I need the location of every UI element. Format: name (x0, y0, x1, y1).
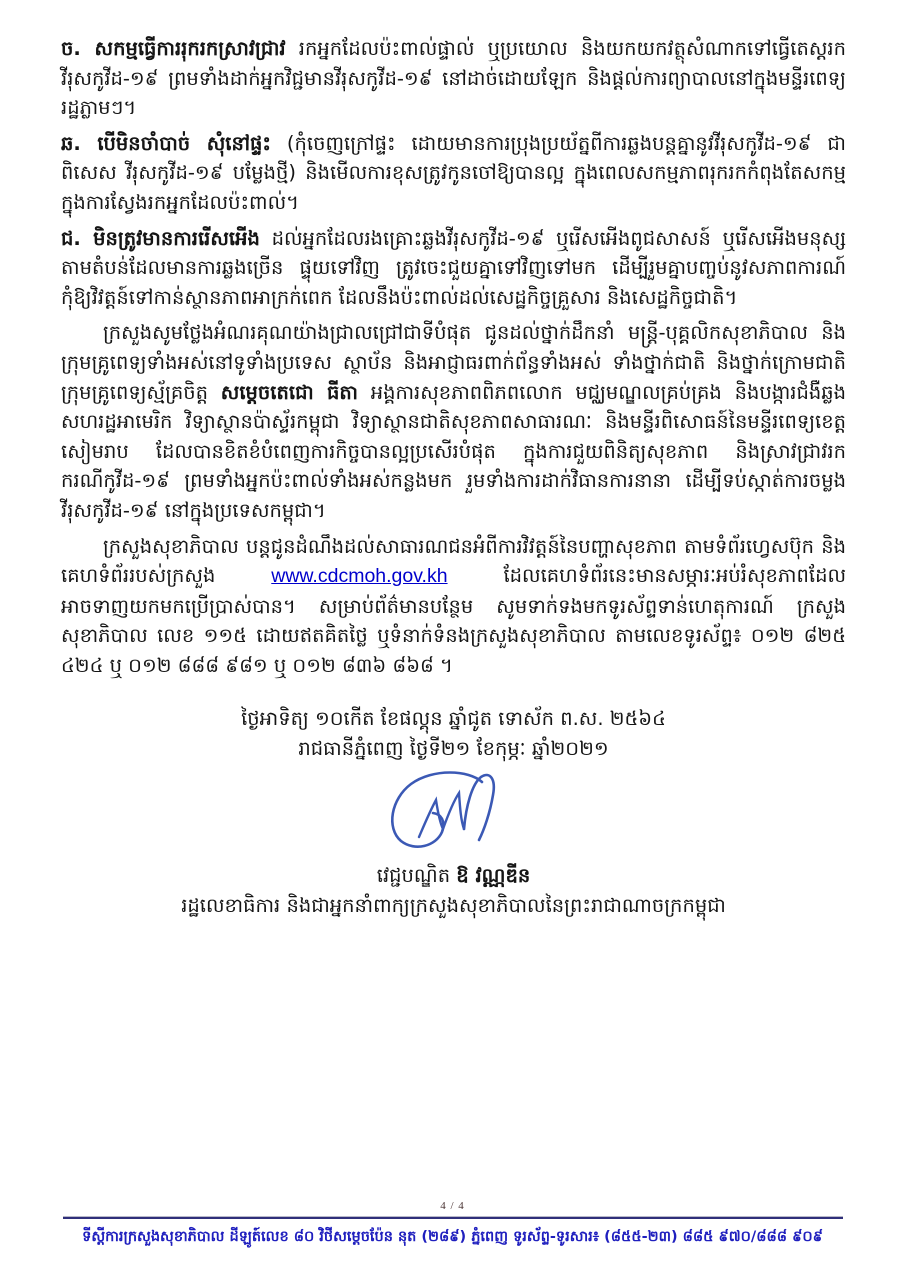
signer-position: រដ្ឋលេខាធិការ និងជាអ្នកនាំពាក្យក្រសួងសុខាភិបាលនៃព្រះរាជាណាចក្រកម្ពុជា (181, 894, 726, 918)
paragraph-no-discrimination (61, 224, 846, 313)
signature-area (61, 768, 846, 921)
gregorian-date-line: រាជធានីភ្នំពេញ ថ្ងៃទី២១ ខែកុម្ភៈ ឆ្នាំ២០២១ (298, 737, 609, 761)
footer-divider (63, 1216, 843, 1219)
paragraph-public-info-text-1: ក្រសួងសុខាភិបាល បន្តជូនដំណឹងដល់សាធារណជនអំពីការវិវត្តន៍នៃបញ្ហាសុខភាព តាមទំព័រហ្វេសប៊ុក និងគេហទំព័ររបស់ក្រសួង (61, 534, 846, 588)
document-body (61, 34, 846, 921)
signer-name: ឱ វណ្ណឌីន (456, 864, 531, 888)
paragraph-gratitude (61, 318, 846, 525)
paragraph-public-info-text-2: ដែលគេហទំព័រនេះមានសម្ភារៈអប់រំសុខភាពដែលអាចទាញយកមកប្រើប្រាស់បាន។ សម្រាប់ព័ត៌មានបន្ថែម សូមទាក់ទងមកទូរស័ព្ទទាន់ហេតុការណ៍ ក្រសួងសុខាភិបាល លេខ ១១៥ ដោយឥតគិតថ្លៃ ឬទំនាក់ទំនងក្រសួងសុខាភិបាល តាមលេខទូរស័ព្ទ៖ ០១២ ៨២៥ ៤២៤ ឬ ០១២ ៨៨៨ ៩៨១ ឬ ០១២ ៨៣៦ ៨៦៨ ។ (61, 564, 847, 677)
paragraph-gratitude-text-2: អង្គការសុខភាពពិភពលោក មជ្ឈមណ្ឌលគ្រប់គ្រង និងបង្ការជំងឺឆ្លង សហរដ្ឋអាមេរិក វិទ្យាស្ថានប៉ាស្ទ័រកម្ពុជា វិទ្យាស្ថានជាតិសុខភាពសាធារណៈ និងមន្ទីរពិសោធន៍នៃមន្ទីរពេទ្យខេត្តសៀមរាប ដែលបានខិតខំបំពេញការកិច្ចបានល្អប្រសើរបំផុត ក្នុងការជួយពិនិត្យសុខភាព និងស្រាវជ្រាវរកករណីកូវីដ-១៩ ព្រមទាំងអ្នកប៉ះពាល់ទាំងអស់កន្លងមក រួមទាំងការដាក់វិធានការនានា ដើម្បីទប់ស្កាត់ការចម្លងវីរុសកូវីដ-១៩ នៅក្នុងប្រទេសកម្ពុជា។ (61, 380, 846, 522)
paragraph-public-info (61, 532, 846, 681)
footer-address: ទីស្តីការក្រសួងសុខាភិបាល ដីឡូត៍លេខ ៨០ វិថីសម្តេចប៉ែន នុត (២៨៩) ភ្នំពេញ ទូរស័ព្ទ-ទូរសារ៖ (៨៥៥-២៣) ៨៨៥ ៩៧០/៨៨៨ ៩០៩ (82, 1229, 823, 1245)
page-number: 4 / 4 (440, 1200, 465, 1212)
paragraph-gratitude-honorific: សម្តេចតេជោ ធីតា (220, 380, 358, 404)
paragraph-stay-home-text: (កុំចេញក្រៅផ្ទះ ដោយមានការប្រុងប្រយ័ត្នពីការឆ្លងបន្តគ្នានូវវីរុសកូវីដ-១៩ ជាពិសេស វីរុសកូវីដ-១៩ បម្លែងថ្មី) និងមើលការខុសត្រូវកូនចៅឱ្យបានល្អ ក្នុងពេលសកម្មភាពរុករកកំពុងតែសកម្ម ក្នុងការស្វែងរកអ្នកដែលប៉ះពាល់។ (61, 131, 846, 214)
date-block (61, 704, 846, 764)
paragraph-contact-tracing-text: រកអ្នកដែលប៉ះពាល់ផ្ទាល់ ឬប្រយោល និងយកយកវត្ថុសំណាកទៅធ្វើតេស្តរកវីរុសកូវីដ-១៩ ព្រមទាំងដាក់អ្នកវិជ្ជមានវីរុសកូវីដ-១៩ នៅដាច់ដោយឡែក និងផ្តល់ការព្យាបាលនៅក្នុងមន្ទីរពេទ្យរដ្ឋភ្លាមៗ។ (61, 37, 846, 120)
cdcmoh-website-link[interactable]: www.cdcmoh.gov.kh (271, 565, 448, 588)
paragraph-contact-tracing-heading: ច. សកម្មធ្វើការរុករកស្រាវជ្រាវ (61, 37, 286, 60)
paragraph-stay-home (61, 129, 846, 218)
paragraph-stay-home-heading: ឆ. បើមិនចាំបាច់ សុំនៅផ្ទះ (61, 131, 271, 155)
signature-image (379, 768, 529, 858)
paragraph-contact-tracing (61, 34, 846, 123)
signer-title-prefix: វេជ្ជបណ្ឌិត (376, 864, 457, 888)
signer-name-line (61, 861, 846, 891)
paragraph-no-discrimination-text: ដល់អ្នកដែលរងគ្រោះឆ្លងវីរុសកូវីដ-១៩ ឬរើសអើងពូជសាសន៍ ឬរើសអើងមនុស្សតាមតំបន់ដែលមានការឆ្លងច្រើន ផ្ទុយទៅវិញ ត្រូវចេះជួយគ្នាទៅវិញទៅមក ដើម្បីរួមគ្នាបញ្ចប់នូវសភាពការណ៍ កុំឱ្យវិវត្តន៍ទៅកាន់ស្ថានភាពអាក្រក់ពេក ដែលនឹងប៉ះពាល់ដល់សេដ្ឋកិច្ចគ្រួសារ និងសេដ្ឋកិច្ចជាតិ។ (61, 226, 847, 309)
paragraph-gratitude-text-1: ក្រសួងសូមថ្លែងអំណរគុណយ៉ាងជ្រាលជ្រៅជាទីបំផុត ជូនដល់ថ្នាក់ដឹកនាំ មន្ត្រី-បុគ្គលិកសុខាភិបាល និងក្រុមគ្រូពេទ្យទាំងអស់នៅទូទាំងប្រទេស ស្ថាប័ន និងអាជ្ញាធរពាក់ព័ន្ធទាំងអស់ ទាំងថ្នាក់ជាតិ និងថ្នាក់ក្រោមជាតិ ក្រុមគ្រូពេទ្យស្ម័គ្រចិត្ត (61, 321, 846, 404)
lunar-date-line: ថ្ងៃអាទិត្យ ១០កើត ខែផល្គុន ឆ្នាំជូត ទោស័ក ព.ស. ២៥៦៤ (241, 707, 666, 731)
paragraph-no-discrimination-heading: ជ. មិនត្រូវមានការរើសអើង (61, 226, 260, 250)
